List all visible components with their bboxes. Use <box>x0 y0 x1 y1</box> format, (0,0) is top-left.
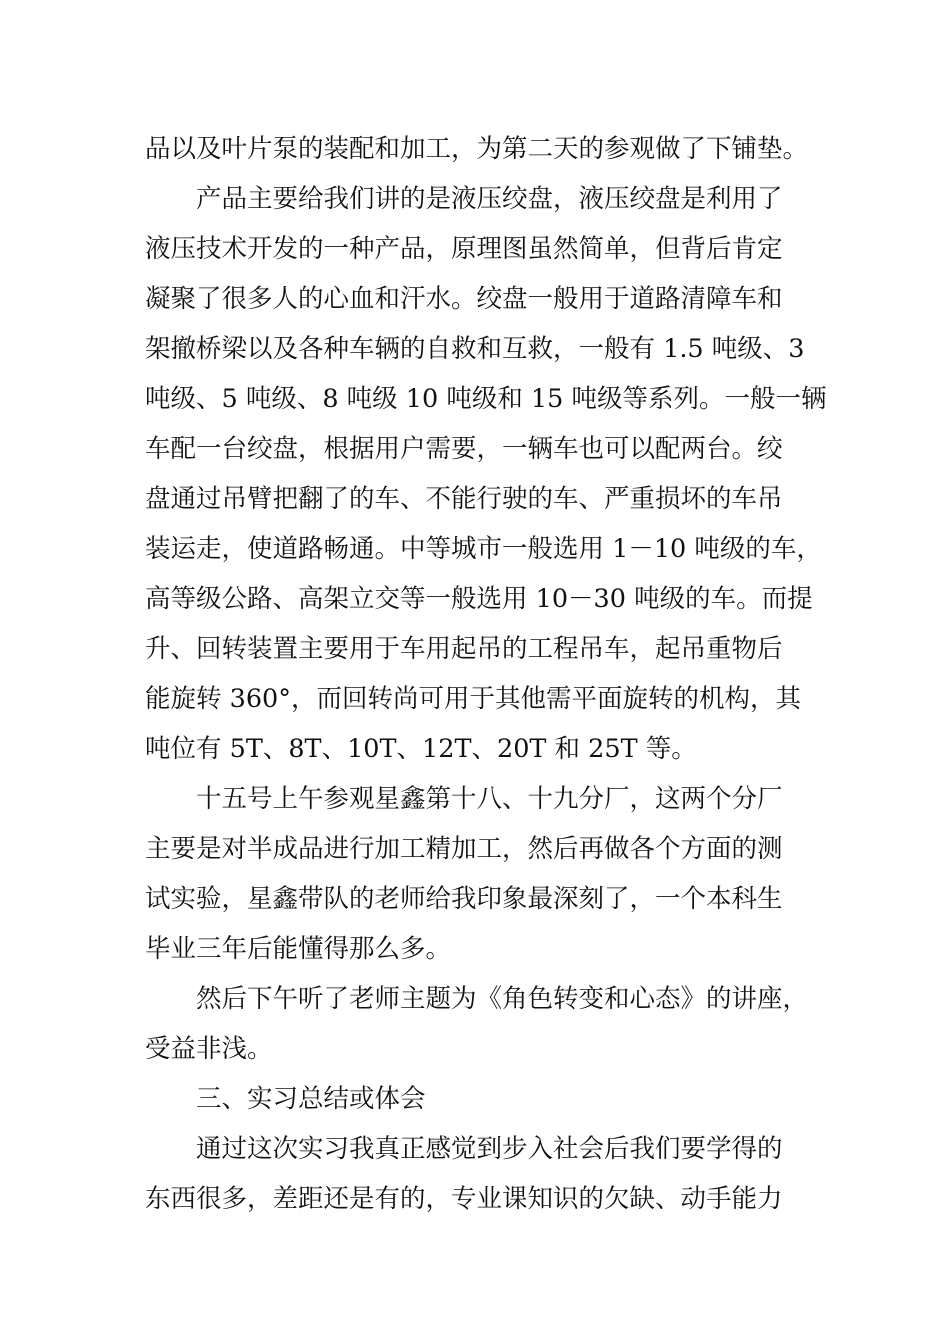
text-line: 能旋转 360°，而回转尚可用于其他需平面旋转的机构，其 <box>145 684 802 714</box>
text-line: 东西很多，差距还是有的，专业课知识的欠缺、动手能力 <box>145 1184 783 1214</box>
section-heading: 三、实习总结或体会 <box>145 1084 426 1114</box>
text-line: 通过这次实习我真正感觉到步入社会后我们要学得的 <box>145 1134 783 1164</box>
text-line: 液压技术开发的一种产品，原理图虽然简单，但背后肯定 <box>145 234 783 264</box>
text-line: 试实验，星鑫带队的老师给我印象最深刻了，一个本科生 <box>145 884 783 914</box>
text-line: 凝聚了很多人的心血和汗水。绞盘一般用于道路清障车和 <box>145 284 783 314</box>
text-line: 装运走，使道路畅通。中等城市一般选用 1－10 吨级的车， <box>145 534 822 564</box>
text-line: 品以及叶片泵的装配和加工，为第二天的参观做了下铺垫。 <box>145 134 809 164</box>
text-line: 升、回转装置主要用于车用起吊的工程吊车，起吊重物后 <box>145 634 783 664</box>
text-line: 盘通过吊臂把翻了的车、不能行驶的车、严重损坏的车吊 <box>145 484 783 514</box>
text-line: 受益非浅。 <box>145 1034 273 1064</box>
text-line: 毕业三年后能懂得那么多。 <box>145 934 452 964</box>
text-line: 十五号上午参观星鑫第十八、十九分厂，这两个分厂 <box>145 784 783 814</box>
text-line: 主要是对半成品进行加工精加工，然后再做各个方面的测 <box>145 834 783 864</box>
text-line: 吨位有 5T、8T、10T、12T、20T 和 25T 等。 <box>145 734 697 764</box>
text-line: 高等级公路、高架立交等一般选用 10－30 吨级的车。而提 <box>145 584 813 614</box>
text-line: 吨级、5 吨级、8 吨级 10 吨级和 15 吨级等系列。一般一辆 <box>145 384 827 414</box>
text-line: 然后下午听了老师主题为《角色转变和心态》的讲座， <box>145 984 809 1014</box>
text-line: 产品主要给我们讲的是液压绞盘，液压绞盘是利用了 <box>145 184 783 214</box>
text-line: 架撤桥梁以及各种车辆的自救和互救，一般有 1.5 吨级、3 <box>145 334 805 364</box>
text-line: 车配一台绞盘，根据用户需要，一辆车也可以配两台。绞 <box>145 434 783 464</box>
